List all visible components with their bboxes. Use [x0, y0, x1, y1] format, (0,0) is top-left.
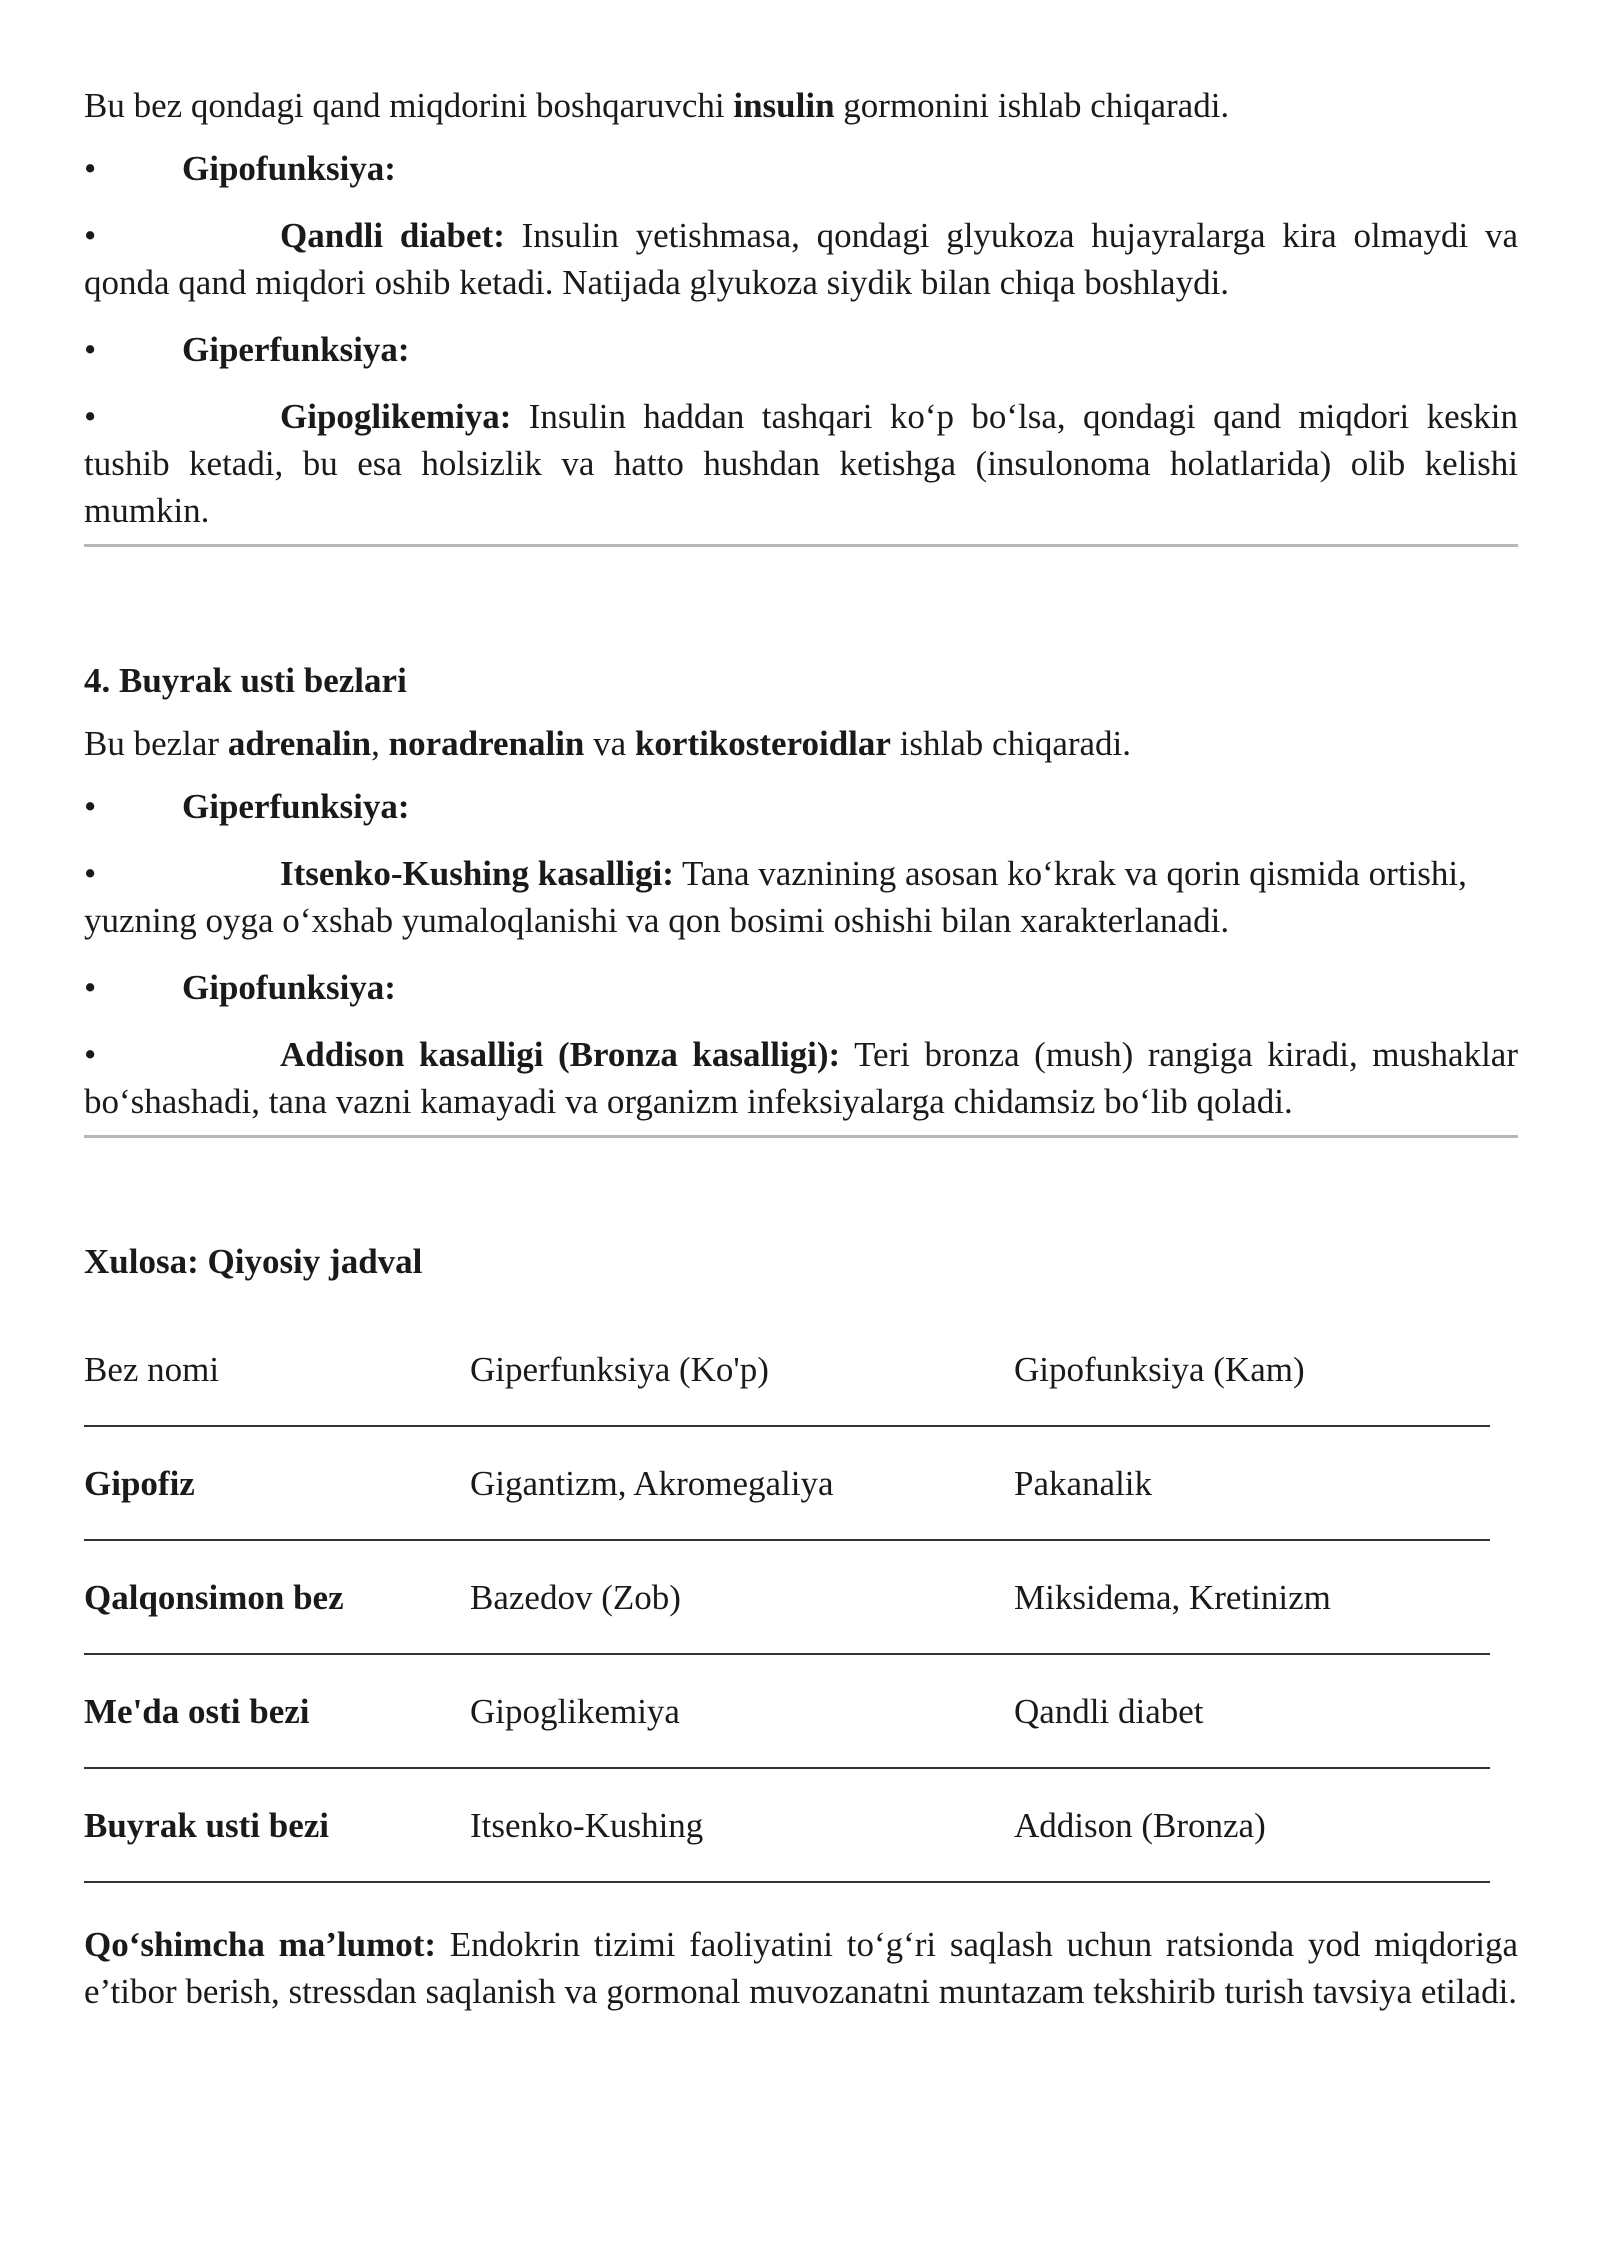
table-header-row — [84, 1313, 1490, 1426]
table-row — [84, 1768, 1490, 1882]
table-cell: Gipoglikemiya — [470, 1654, 1014, 1768]
table-header: Gipofunksiya (Kam) — [1014, 1313, 1490, 1426]
noradrenalin-term: noradrenalin — [388, 724, 585, 763]
adrenal-intro — [84, 720, 1518, 767]
summary-title: Xulosa: Qiyosiy jadval — [84, 1242, 423, 1281]
table-cell-gland: Gipofiz — [84, 1426, 470, 1540]
bullet-icon: • — [84, 787, 97, 826]
intro-text: , — [371, 724, 389, 763]
table-cell: Bazedov (Zob) — [470, 1540, 1014, 1654]
table-header: Giperfunksiya (Ko'p) — [470, 1313, 1014, 1426]
bullet-hypofunction — [84, 964, 1518, 1011]
extra-text: Endokrin tizimi faoliyatini to‘g‘ri saqlash uchun ratsionda yod miqdoriga e’tibor berish, stressdan saqlanish va gormonal muvozanatni muntazam tekshirib turish tavsiya etiladi. — [84, 1925, 1518, 2011]
comparison-table — [84, 1313, 1490, 1883]
table-row — [84, 1540, 1490, 1654]
term-label: Gipoglikemiya: — [280, 397, 512, 436]
section-title: 4. Buyrak usti bezlari — [84, 661, 407, 700]
bullet-hyperfunction — [84, 783, 1518, 830]
table-cell-gland: Qalqonsimon bez — [84, 1540, 470, 1654]
term-label: Addison kasalligi (Bronza kasalligi): — [280, 1035, 841, 1074]
bullet-icon: • — [84, 397, 97, 436]
term-label: Qandli diabet: — [280, 216, 505, 255]
bullet-hypofunction — [84, 145, 1518, 192]
bullet-icon: • — [84, 854, 97, 893]
intro-text: Bu bezlar — [84, 724, 228, 763]
bullet-addison — [84, 1031, 1518, 1125]
extra-info — [84, 1921, 1518, 2015]
table-cell-gland: Buyrak usti bezi — [84, 1768, 470, 1882]
section-divider — [84, 1135, 1518, 1138]
bullet-heading: Giperfunksiya: — [182, 787, 410, 826]
table-row — [84, 1426, 1490, 1540]
insulin-term: insulin — [733, 86, 835, 125]
bullet-heading: Giperfunksiya: — [182, 330, 410, 369]
bullet-icon: • — [84, 330, 97, 369]
section-divider — [84, 544, 1518, 547]
bullet-hypoglycemia — [84, 393, 1518, 534]
document-content — [84, 82, 1518, 2015]
intro-text: Bu bez qondagi qand miqdorini boshqaruvchi — [84, 86, 734, 125]
term-description: Insulin haddan tashqari ko‘p bo‘lsa, qondagi qand miqdori keskin tushib ketadi, bu esa holsizlik va hatto hushdan ketishga (insulonoma holatlarida) olib kelishi mumkin. — [84, 397, 1518, 530]
extra-label: Qo‘shimcha ma’lumot: — [84, 1925, 437, 1964]
bullet-hyperfunction — [84, 326, 1518, 373]
bullet-diabetes — [84, 212, 1518, 306]
term-label: Itsenko-Kushing kasalligi: — [280, 854, 674, 893]
term-description: Insulin yetishmasa, qondagi glyukoza hujayralarga kira olmaydi va qonda qand miqdori oshib ketadi. Natijada glyukoza siydik bilan chiqa boshlaydi. — [84, 216, 1518, 302]
table-cell: Qandli diabet — [1014, 1654, 1490, 1768]
term-description: Tana vaznining asosan ko‘krak va qorin qismida ortishi, yuzning oyga o‘xshab yumaloqlanishi va qon bosimi oshishi bilan xarakterlanadi. — [84, 854, 1467, 940]
table-cell-gland: Me'da osti bezi — [84, 1654, 470, 1768]
bullet-heading: Gipofunksiya: — [182, 149, 396, 188]
term-description: Teri bronza (mush) rangiga kiradi, mushaklar bo‘shashadi, tana vazni kamayadi va organizm infeksiyalarga chidamsiz bo‘lib qoladi. — [84, 1035, 1518, 1121]
intro-text: va — [584, 724, 635, 763]
bullet-icon: • — [84, 968, 97, 1007]
bullet-heading: Gipofunksiya: — [182, 968, 396, 1007]
table-row — [84, 1654, 1490, 1768]
intro-text-end: gormonini ishlab chiqaradi. — [834, 86, 1230, 125]
intro-text: ishlab chiqaradi. — [890, 724, 1132, 763]
table-cell: Gigantizm, Akromegaliya — [470, 1426, 1014, 1540]
table-cell: Addison (Bronza) — [1014, 1768, 1490, 1882]
table-cell: Itsenko-Kushing — [470, 1768, 1014, 1882]
table-cell: Miksidema, Kretinizm — [1014, 1540, 1490, 1654]
adrenalin-term: adrenalin — [227, 724, 372, 763]
corticosteroid-term: kortikosteroidlar — [634, 724, 891, 763]
table-cell: Pakanalik — [1014, 1426, 1490, 1540]
bullet-cushing — [84, 850, 1518, 944]
bullet-icon: • — [84, 216, 97, 255]
bullet-icon: • — [84, 1035, 97, 1074]
bullet-icon: • — [84, 149, 97, 188]
pancreas-intro — [84, 82, 1518, 129]
table-header: Bez nomi — [84, 1313, 470, 1426]
